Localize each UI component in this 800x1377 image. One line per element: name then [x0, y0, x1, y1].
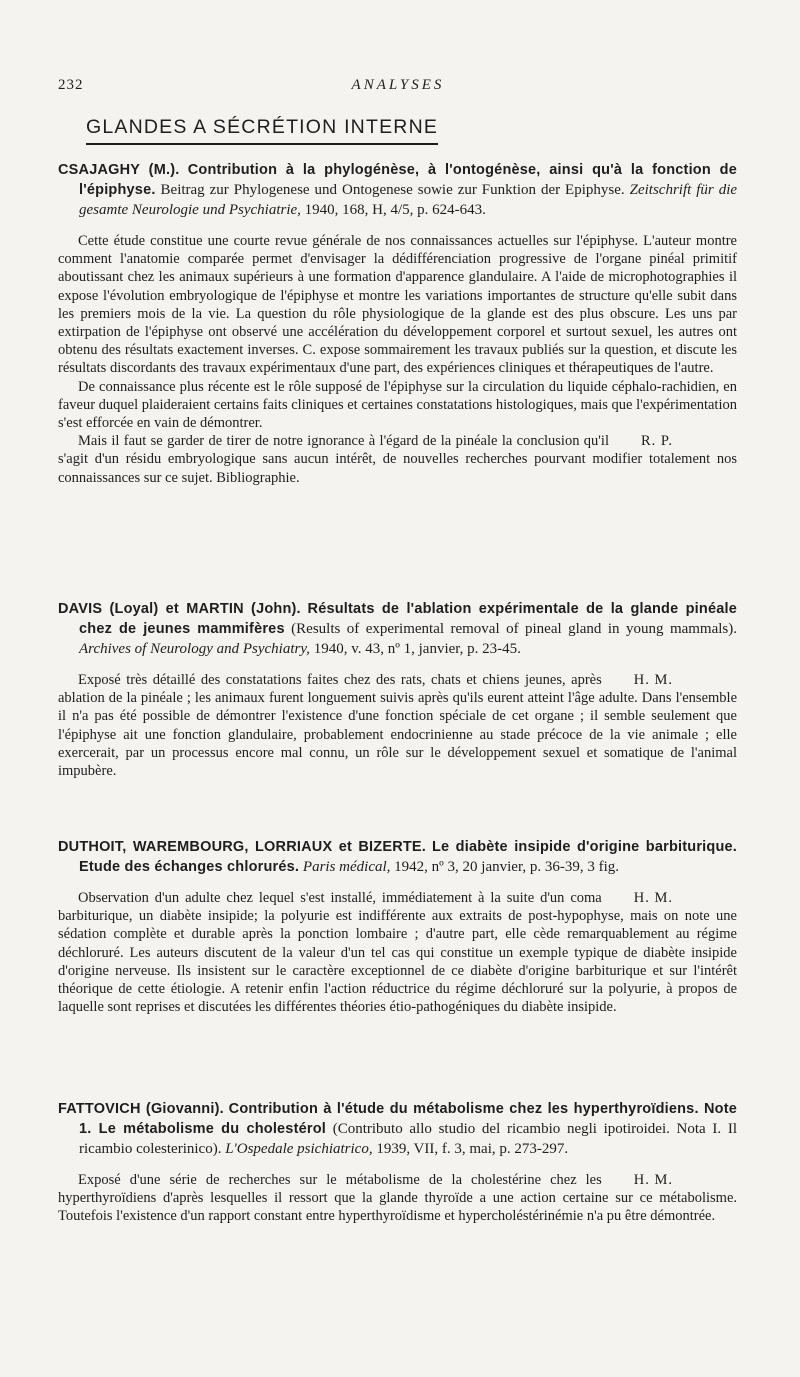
reviewer-signature: H. M. — [633, 672, 673, 688]
abstract-paragraph-text: Exposé très détaillé des constatations faites chez des rats, chats et chiens jeunes, après ablation de la pinéale ; les animaux furent longuement suivis après qu'ils eurent atteint l'âge adulte. Dans l'ensemble il n'a pas été possible de démontrer l'existence d'une fonction spéciale de cet organe ; il semble seulement que l'épiphyse ait une fonction glandulaire, probablement endocrinienne au stade précoce de la vie animale ; elle exercerait, par un processus encore mal connu, un rôle sur le développement sexuel et somatique de l'animal impubère. — [58, 672, 737, 780]
abstract-entry — [58, 599, 737, 780]
entry-translation: (Contributo allo studio del ricambio negli ipotiroidei. Nota I. Il ricambio colesterinico). — [79, 1121, 737, 1157]
running-title: ANALYSES — [351, 77, 445, 93]
entry-citation: 1940, v. 43, nº 1, janvier, p. 23-45. — [313, 641, 521, 657]
entry-citation: 1942, nº 3, 20 janvier, p. 36-39, 3 fig. — [394, 859, 620, 875]
abstract-paragraph — [58, 1171, 737, 1226]
entry-journal: L'Ospedale psichiatrico, — [225, 1141, 373, 1157]
abstract-paragraph: Cette étude constitue une courte revue générale de nos connaissances actuelles sur l'épiphyse. L'auteur montre comment l'anatomie comparée permet d'envisager la dédifférenciation progressive de l'organe pinéal primitif aboutissant chez les animaux supérieurs à une formation d'apparence glandulaire. A l'aide de microphotographies il expose l'évolution embryologique de l'épiphyse et montre les variations importantes de structure qu'elle subit dans les premiers mois de la vie. La question du rôle physiologique de la glande est des plus obscure. Les uns par extirpation de l'épiphyse ont observé une accélération du développement corporel et surtout sexuel, les autres ont obtenu des résultats exactement inverses. C. expose sommairement les travaux publiés sur la question, et discute les résultats discordants des travaux expérimentaux d'une part, des expériences cliniques et thérapeutiques de l'autre. — [58, 233, 737, 377]
abstract-body — [58, 671, 737, 780]
abstract-paragraph-text: Mais il faut se garder de tirer de notre ignorance à l'égard de la pinéale la conclusion qu'il s'agit d'un résidu embryologique sans aucun intérêt, de nouvelles recherches pourvant modifier totalement nos connaissances sur ce sujet. Bibliographie. — [58, 433, 737, 486]
section-title: GLANDES A SÉCRÉTION INTERNE — [86, 116, 438, 145]
abstract-body — [58, 889, 737, 1016]
reference-line — [58, 1099, 737, 1159]
abstract-paragraph-text: Exposé d'une série de recherches sur le métabolisme de la cholestérine chez les hyperthyroïdiens d'après lesquelles il ressort que la glande thyroïde a une action certaine sur ce métabolisme. Toutefois l'existence d'un rapport constant entre hyperthyroïdisme et hypercholéstérinémie n'a pu être démontrée. — [58, 1172, 737, 1225]
reviewer-signature: H. M. — [633, 1172, 673, 1188]
entry-title: Contribution à la phylogénèse, à l'ontogénèse, ainsi qu'à la fonction de l'épiphyse. — [79, 162, 737, 198]
running-header — [58, 77, 738, 99]
entry-citation: 1939, VII, f. 3, mai, p. 273-297. — [376, 1141, 569, 1157]
entry-translation: (Results of experimental removal of pineal gland in young mammals). — [291, 621, 738, 637]
abstract-paragraph-text: Observation d'un adulte chez lequel s'est installé, immédiatement à la suite d'un coma barbiturique, un diabète insipide; la polyurie est indifférente aux extraits de post-hypophyse, mais on note une sédation complète et durable après la ponction lombaire ; d'autre part, elle cède remarquablement au régime déchloruré. Les auteurs discutent de la valeur d'un tel cas qui constitue un exemple typique de diabète insipide d'origine nerveuse. Ils insistent sur le caractère exceptionnel de ce diabète d'origine barbiturique et sur l'intérêt théorique de cette étiologie. A retenir enfin l'action réductrice du régime déchloruré sur la polyurie, à propos de laquelle sont reprises et discutées les différentes théories étio-pathogéniques du diabète insipide. — [58, 890, 737, 1016]
entry-title: Résultats de l'ablation expérimentale de la glande pinéale chez de jeunes mammifères — [79, 601, 737, 637]
entry-citation: 1940, 168, H, 4/5, p. 624-643. — [304, 202, 486, 218]
entry-title: Contribution à l'étude du métabolisme chez les hyperthyroïdiens. Note 1. Le métabolisme du cholestérol — [79, 1101, 737, 1137]
entry-journal: Paris médical, — [302, 859, 391, 875]
reference-line — [58, 837, 737, 877]
entry-title: Le diabète insipide d'origine barbiturique. Etude des échanges chlorurés. — [79, 839, 738, 875]
page-number: 232 — [58, 77, 84, 93]
entry-translation: Beitrag zur Phylogenese und Ontogenese sowie zur Funktion der Epiphyse. — [160, 182, 625, 198]
reviewer-signature: H. M. — [633, 890, 673, 906]
abstract-entry — [58, 160, 737, 487]
reference-line — [58, 599, 737, 659]
entry-journal: Archives of Neurology and Psychiatry, — [79, 641, 310, 657]
abstract-entry — [58, 1099, 737, 1226]
abstract-body — [58, 1171, 737, 1226]
abstract-paragraph — [58, 432, 737, 487]
abstract-paragraph — [58, 889, 737, 1016]
abstract-entry — [58, 837, 737, 1016]
reference-line — [58, 160, 737, 220]
entry-authors: CSAJAGHY (M.). — [58, 162, 180, 178]
entry-journal: Zeitschrift für die gesamte Neurologie und Psychiatrie, — [79, 182, 738, 218]
entry-authors: FATTOVICH (Giovanni). — [58, 1101, 224, 1117]
abstract-paragraph — [58, 671, 737, 780]
entry-authors: DUTHOIT, WAREMBOURG, LORRIAUX et BIZERTE. — [58, 839, 427, 855]
abstract-body — [58, 232, 737, 487]
entry-authors: DAVIS (Loyal) et MARTIN (John). — [58, 601, 301, 617]
reviewer-signature: R. P. — [640, 433, 673, 450]
abstract-paragraph: De connaissance plus récente est le rôle supposé de l'épiphyse sur la circulation du liquide céphalo-rachidien, en faveur duquel plaideraient certains faits cliniques et certaines constatations histologiques, mais que l'expérimentation s'est efforcée en vain de démontrer. — [58, 378, 737, 432]
